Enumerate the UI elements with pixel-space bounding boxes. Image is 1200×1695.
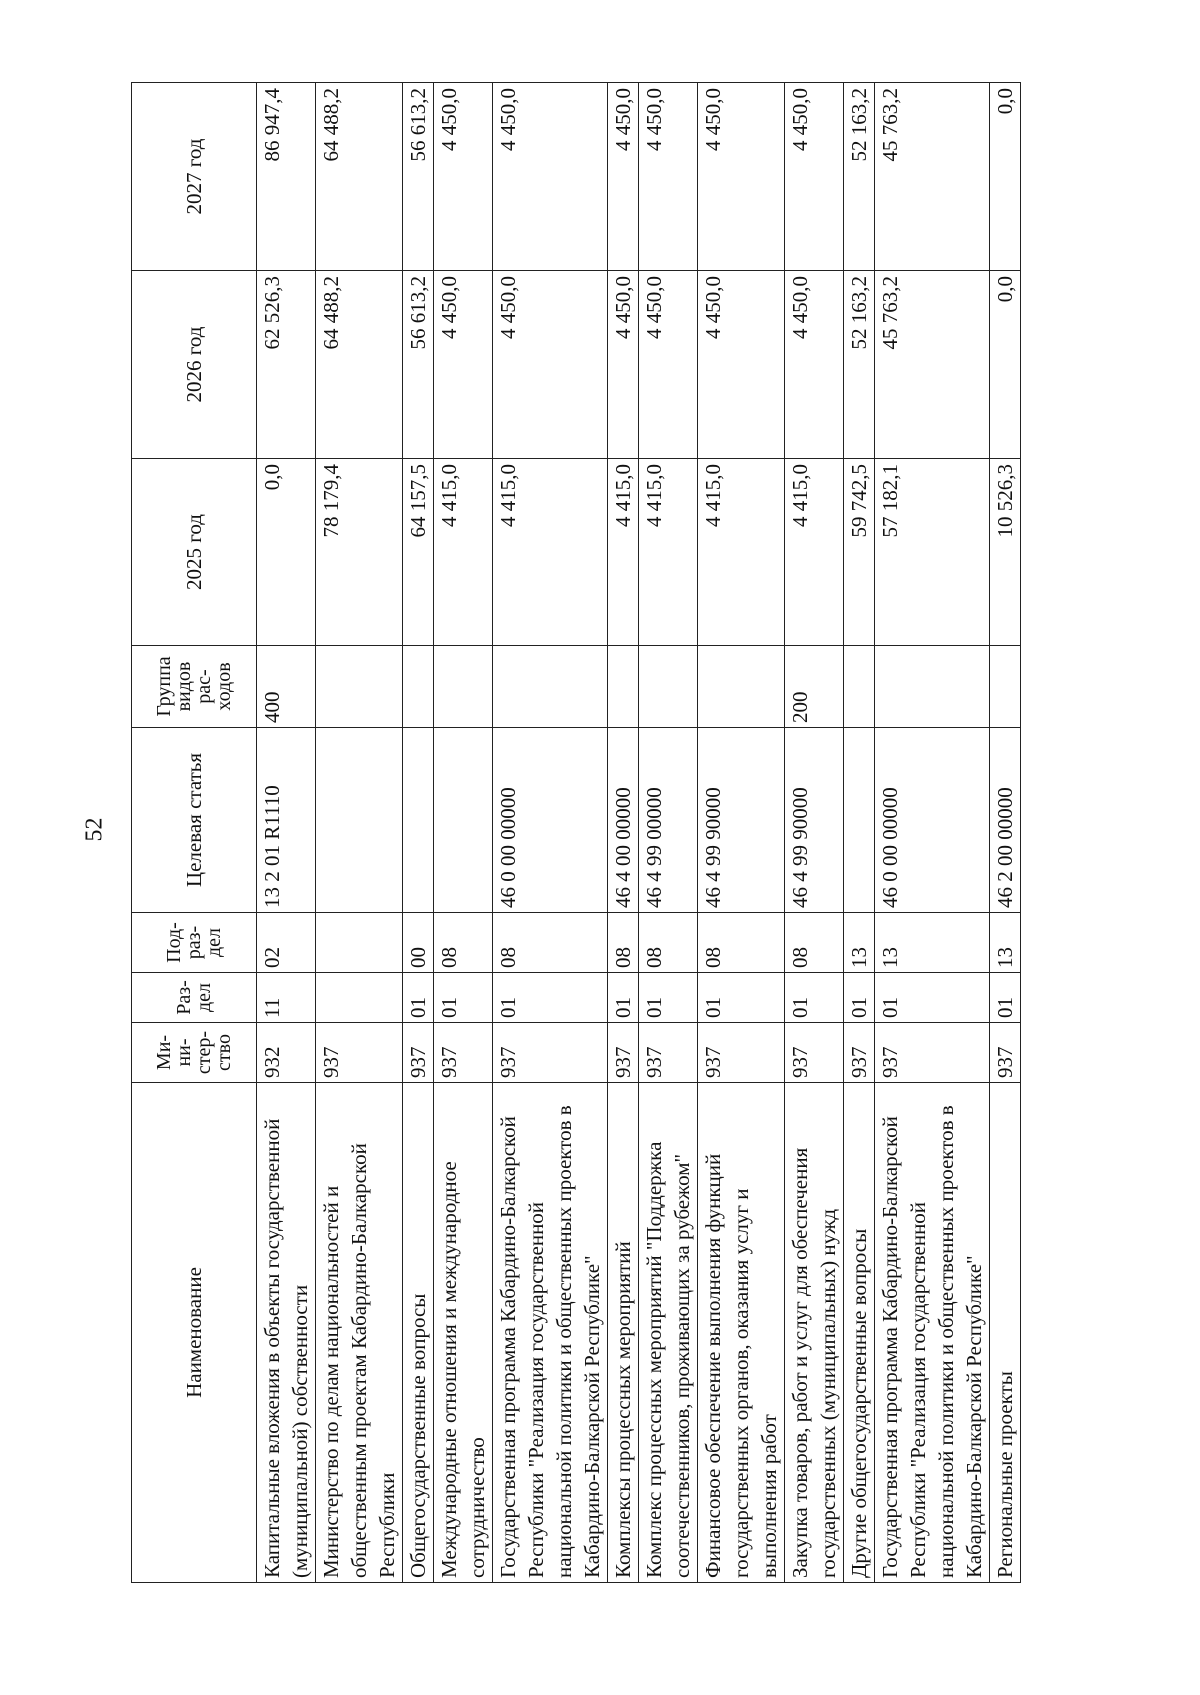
- row-group: [403, 646, 434, 728]
- row-section: 01: [875, 973, 990, 1023]
- header-subsection: Под-раз-дел: [132, 913, 257, 973]
- row-2027: 0,0: [990, 83, 1021, 271]
- row-target: 46 4 00 00000: [608, 728, 639, 913]
- row-group: [639, 646, 698, 728]
- header-ministry: Ми-ни-стер-ство: [132, 1023, 257, 1083]
- table-row: [844, 83, 875, 1583]
- row-name: Государственная программа Кабардино-Балкарской Республики "Реализация государственной национальной политики и общественных проектов в Кабардино-Балкарской Республике": [493, 1083, 608, 1583]
- row-2026: 64 488,2: [316, 271, 403, 459]
- row-group: [844, 646, 875, 728]
- row-2026: 62 526,3: [257, 271, 316, 459]
- row-2025: 10 526,3: [990, 459, 1021, 646]
- row-2026: 4 450,0: [434, 271, 493, 459]
- row-target: 13 2 01 R1110: [257, 728, 316, 913]
- row-group: [698, 646, 785, 728]
- table-row: [785, 83, 844, 1583]
- row-section: 01: [493, 973, 608, 1023]
- row-subsection: 08: [608, 913, 639, 973]
- row-target: 46 2 00 00000: [990, 728, 1021, 913]
- row-2026: 45 763,2: [875, 271, 990, 459]
- row-name: Другие общегосударственные вопросы: [844, 1083, 875, 1583]
- row-name: Международные отношения и международное сотрудничество: [434, 1083, 493, 1583]
- row-2025: 4 415,0: [608, 459, 639, 646]
- row-name: Государственная программа Кабардино-Балкарской Республики "Реализация государственной национальной политики и общественных проектов в Кабардино-Балкарской Республике": [875, 1083, 990, 1583]
- row-section: 01: [844, 973, 875, 1023]
- row-target: [316, 728, 403, 913]
- row-section: 01: [698, 973, 785, 1023]
- row-ministry: 937: [990, 1023, 1021, 1083]
- row-2025: 0,0: [257, 459, 316, 646]
- header-section: Раз-дел: [132, 973, 257, 1023]
- page-number: 52: [81, 817, 108, 842]
- row-name: Министерство по делам национальностей и общественным проектам Кабардино-Балкарской Республики: [316, 1083, 403, 1583]
- row-target: [403, 728, 434, 913]
- budget-table: [131, 82, 1021, 1583]
- row-target: 46 4 99 90000: [785, 728, 844, 913]
- row-2027: 4 450,0: [785, 83, 844, 271]
- table-row: [608, 83, 639, 1583]
- row-2027: 45 763,2: [875, 83, 990, 271]
- row-group: [316, 646, 403, 728]
- row-target: 46 4 99 90000: [698, 728, 785, 913]
- row-name: Закупка товаров, работ и услуг для обеспечения государственных (муниципальных) нужд: [785, 1083, 844, 1583]
- header-2026: 2026 год: [132, 271, 257, 459]
- row-subsection: 13: [875, 913, 990, 973]
- row-2027: 86 947,4: [257, 83, 316, 271]
- row-group: [990, 646, 1021, 728]
- row-2025: 4 415,0: [434, 459, 493, 646]
- row-2027: 4 450,0: [493, 83, 608, 271]
- row-2025: 4 415,0: [698, 459, 785, 646]
- row-ministry: 937: [844, 1023, 875, 1083]
- row-ministry: 937: [316, 1023, 403, 1083]
- row-2027: 4 450,0: [698, 83, 785, 271]
- row-subsection: 00: [403, 913, 434, 973]
- table-row: [990, 83, 1021, 1583]
- row-ministry: 937: [698, 1023, 785, 1083]
- table-row: [493, 83, 608, 1583]
- header-2027: 2027 год: [132, 83, 257, 271]
- row-group: [493, 646, 608, 728]
- row-section: 01: [608, 973, 639, 1023]
- row-name: Региональные проекты: [990, 1083, 1021, 1583]
- header-2025: 2025 год: [132, 459, 257, 646]
- row-target: 46 0 00 00000: [875, 728, 990, 913]
- row-2026: 4 450,0: [493, 271, 608, 459]
- row-ministry: 937: [434, 1023, 493, 1083]
- row-subsection: 02: [257, 913, 316, 973]
- row-group: [434, 646, 493, 728]
- row-section: 01: [990, 973, 1021, 1023]
- row-ministry: 937: [493, 1023, 608, 1083]
- row-2026: 4 450,0: [785, 271, 844, 459]
- row-2026: 4 450,0: [639, 271, 698, 459]
- table-row: [257, 83, 316, 1583]
- row-ministry: 937: [608, 1023, 639, 1083]
- row-name: Общегосударственные вопросы: [403, 1083, 434, 1583]
- row-section: 01: [403, 973, 434, 1023]
- row-group: 200: [785, 646, 844, 728]
- row-section: 01: [434, 973, 493, 1023]
- row-2027: 4 450,0: [608, 83, 639, 271]
- table-row: [403, 83, 434, 1583]
- header-expense-group: Группа видов рас-ходов: [132, 646, 257, 728]
- row-name: Финансовое обеспечение выполнения функций государственных органов, оказания услуг и выполнения работ: [698, 1083, 785, 1583]
- row-2025: 4 415,0: [785, 459, 844, 646]
- row-name: Комплексы процессных мероприятий: [608, 1083, 639, 1583]
- row-2025: 78 179,4: [316, 459, 403, 646]
- row-subsection: [316, 913, 403, 973]
- row-ministry: 937: [785, 1023, 844, 1083]
- row-subsection: 08: [698, 913, 785, 973]
- row-2027: 56 613,2: [403, 83, 434, 271]
- row-ministry: 937: [639, 1023, 698, 1083]
- header-target: Целевая статья: [132, 728, 257, 913]
- row-subsection: 08: [639, 913, 698, 973]
- row-2026: 4 450,0: [698, 271, 785, 459]
- row-2025: 4 415,0: [493, 459, 608, 646]
- row-2026: 56 613,2: [403, 271, 434, 459]
- row-2026: 52 163,2: [844, 271, 875, 459]
- row-ministry: 932: [257, 1023, 316, 1083]
- table-row: [639, 83, 698, 1583]
- table-row: [698, 83, 785, 1583]
- row-2026: 0,0: [990, 271, 1021, 459]
- row-ministry: 937: [875, 1023, 990, 1083]
- row-section: 01: [785, 973, 844, 1023]
- row-section: 11: [257, 973, 316, 1023]
- row-2027: 64 488,2: [316, 83, 403, 271]
- row-group: [608, 646, 639, 728]
- row-group: 400: [257, 646, 316, 728]
- table-row: [434, 83, 493, 1583]
- table-row: [316, 83, 403, 1583]
- row-subsection: 13: [990, 913, 1021, 973]
- row-target: [434, 728, 493, 913]
- row-2027: 52 163,2: [844, 83, 875, 271]
- row-2026: 4 450,0: [608, 271, 639, 459]
- row-name: Комплекс процессных мероприятий "Поддержка соотечественников, проживающих за рубежом": [639, 1083, 698, 1583]
- row-2027: 4 450,0: [434, 83, 493, 271]
- table-row: [875, 83, 990, 1583]
- row-subsection: 13: [844, 913, 875, 973]
- row-subsection: 08: [785, 913, 844, 973]
- row-section: 01: [639, 973, 698, 1023]
- header-row: [132, 83, 257, 1583]
- row-2025: 59 742,5: [844, 459, 875, 646]
- row-2025: 64 157,5: [403, 459, 434, 646]
- header-name: Наименование: [132, 1083, 257, 1583]
- row-target: 46 0 00 00000: [493, 728, 608, 913]
- row-2025: 57 182,1: [875, 459, 990, 646]
- budget-table-wrapper: [131, 83, 1200, 1583]
- row-subsection: 08: [493, 913, 608, 973]
- row-target: 46 4 99 00000: [639, 728, 698, 913]
- row-2027: 4 450,0: [639, 83, 698, 271]
- row-group: [875, 646, 990, 728]
- row-2025: 4 415,0: [639, 459, 698, 646]
- row-target: [844, 728, 875, 913]
- row-section: [316, 973, 403, 1023]
- row-name: Капитальные вложения в объекты государственной (муниципальной) собственности: [257, 1083, 316, 1583]
- row-subsection: 08: [434, 913, 493, 973]
- row-ministry: 937: [403, 1023, 434, 1083]
